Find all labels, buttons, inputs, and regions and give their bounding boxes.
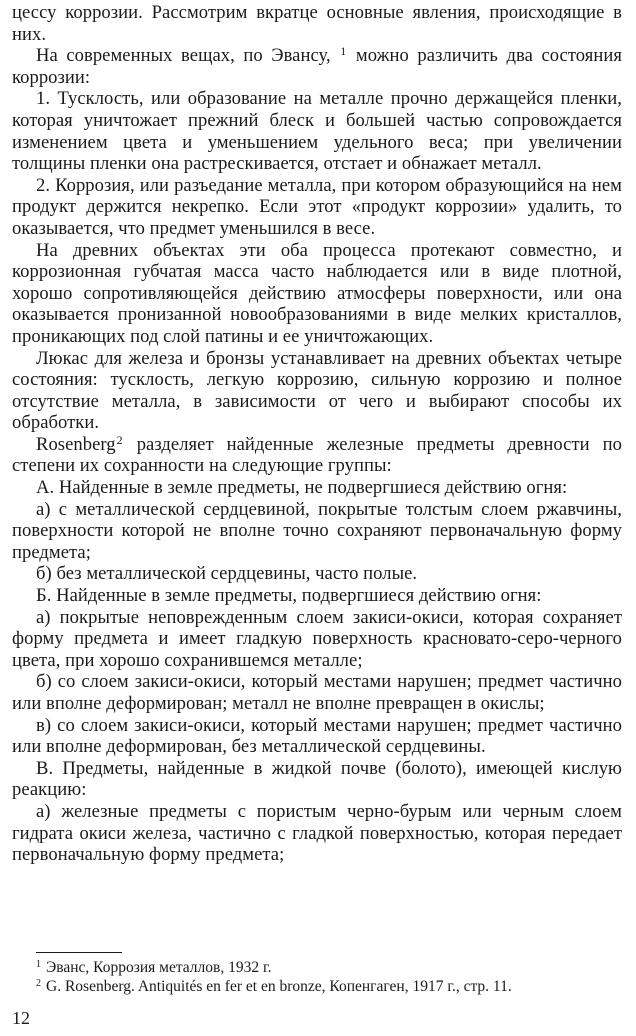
paragraph-evans-text: На современных вещах, по Эвансу, [36,45,340,67]
paragraph-tarnish: 1. Тусклость, или образование на металле прочно держащейся пленки, которая уничтожает прежний блеск и большей частью сопровождается изменением цвета и уменьшением удельного веса; при увеличении толщины пленки она растрескивается, отстает и обнажает металл. [12,88,622,175]
group-b-heading: Б. Найденные в земле предметы, подвергшиеся действию огня: [36,585,542,607]
paragraph-evans-tail: можно различить два состояния коррозии: [12,45,622,88]
footnote-ref-2: 2 [116,432,123,447]
paragraph-rosenberg-name: Rosenberg [36,433,116,455]
paragraph-rosenberg-tail: разделяет найденные железные предметы древности по степени их сохранности на следующие группы: [12,433,622,477]
group-a-item-b: б) без металлической сердцевины, часто полые. [36,563,418,585]
footnote-text: G. Rosenberg. Antiquités en fer et en bronze, Копенгаген, 1917 г., стр. 11. [46,978,512,995]
footnote-marker: 1 [36,959,41,970]
body-text [12,2,622,866]
group-c-heading: В. Предметы, найденные в жидкой почве (болото), имеющей кислую реакцию: [12,757,622,801]
footnote-1 [36,958,622,977]
group-c-item-a: а) железные предметы с пористым черно-бурым или черным слоем гидрата окиси железа, частично с гладкой поверхностью, которая передает первоначальную форму предмета; [12,800,622,866]
paragraph-ancient-objects: На древних объектах эти оба процесса протекают совместно, и коррозионная губчатая масса часто наблюдается или в виде плотной, хорошо сопротивляющейся действию атмосферы поверхности, или она оказывается пронизанной новообразованиями в виде мелких кристаллов, проникающих под слой патины и ее уничтожающих. [12,239,622,347]
footnote-ref-1: 1 [340,44,347,59]
paragraph-lucas: Люкас для железа и бронзы устанавливает на древних объектах четыре состояния: тусклость, легкую коррозию, сильную коррозию и полное отсутствие металла, в зависимости от чего и выбирают способы их обработки. [12,347,622,434]
paragraph-rosenberg [12,434,622,477]
footnote-text: Эванс, Коррозия металлов, 1932 г. [46,959,272,976]
group-b-item-b: б) со слоем закиси-окиси, который местами нарушен; предмет частично или вполне деформирован; металл не вполне превращен в окислы; [12,671,622,714]
group-a-item-a: а) с металлической сердцевиной, покрытые толстым слоем ржавчины, поверхности которой не вполне точно сохраняют первоначальную форму предмета; [12,498,622,563]
footnote-2 [36,977,622,996]
page-number: 12 [12,1008,30,1028]
group-a-heading: А. Найденные в земле предметы, не подвергшиеся действию огня: [36,477,568,499]
footnote-marker: 2 [36,978,41,989]
paragraph-corrosion: 2. Коррозия, или разъедание металла, при котором образующийся на нем продукт держится некрепко. Если этот «продукт коррозии» удалить, то оказывается, что предмет уменьшился в весе. [12,174,622,239]
group-b-item-c: в) со слоем закиси-окиси, который местами нарушен; предмет частично или вполне деформирован, без металлической сердцевины. [12,714,622,758]
footnote-divider [36,952,122,953]
footnotes [36,958,622,996]
group-b-item-a: а) покрытые неповрежденным слоем закиси-окиси, которая сохраняет форму предмета и имеет гладкую поверхность красновато-серо-черного цвета, при хорошо сохранившемся металле; [12,606,622,671]
paragraph-continuation: цессу коррозии. Рассмотрим вкратце основные явления, происходящие в них. [12,2,622,45]
paragraph-evans [12,45,622,88]
